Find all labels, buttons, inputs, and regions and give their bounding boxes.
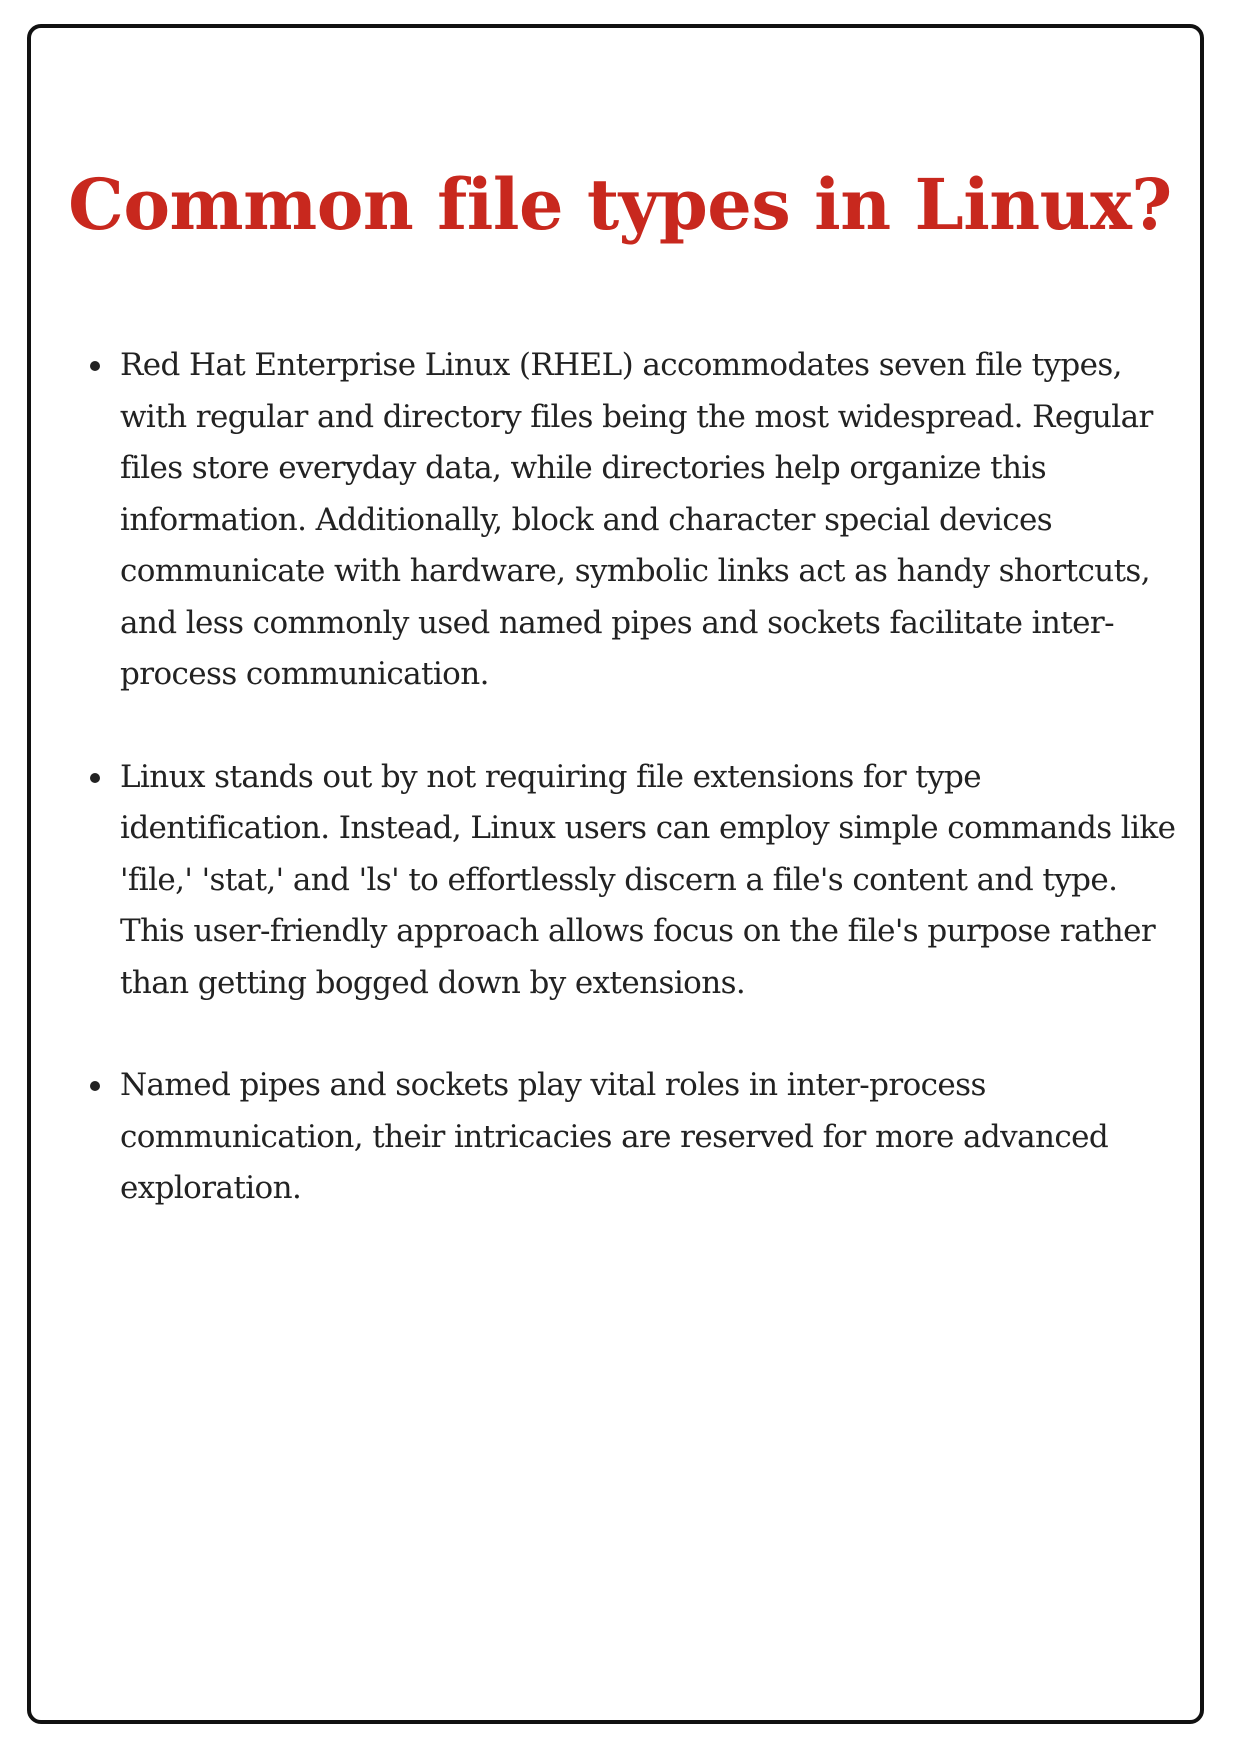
bullet-text: Named pipes and sockets play vital roles in inter-process communication, their intricacies are reserved for more advanced exploration. xyxy=(120,1067,1109,1206)
list-item xyxy=(88,340,1188,701)
list-item xyxy=(88,752,1188,1010)
list-item xyxy=(88,1060,1188,1215)
bullet-icon xyxy=(90,773,100,783)
bullet-icon xyxy=(90,1081,100,1091)
bullet-text: Linux stands out by not requiring file extensions for type identification. Instead, Linux users can employ simple commands like 'file,' 'stat,' and 'ls' to effortlessly discern a file's content and type. This user-friendly approach allows focus on the file's purpose rather than getting bogged down by extensions. xyxy=(120,758,1176,1001)
bullet-list xyxy=(88,340,1188,1266)
page-title: Common file types in Linux? xyxy=(68,163,1172,246)
bullet-text: Red Hat Enterprise Linux (RHEL) accommodates seven file types, with regular and directory files being the most widespread. Regular files store everyday data, while directories help organize this information. Additionally, block and character special devices communicate with hardware, symbolic links act as handy shortcuts, and less commonly used named pipes and sockets facilitate inter-process communication. xyxy=(120,347,1153,692)
bullet-icon xyxy=(90,361,100,371)
